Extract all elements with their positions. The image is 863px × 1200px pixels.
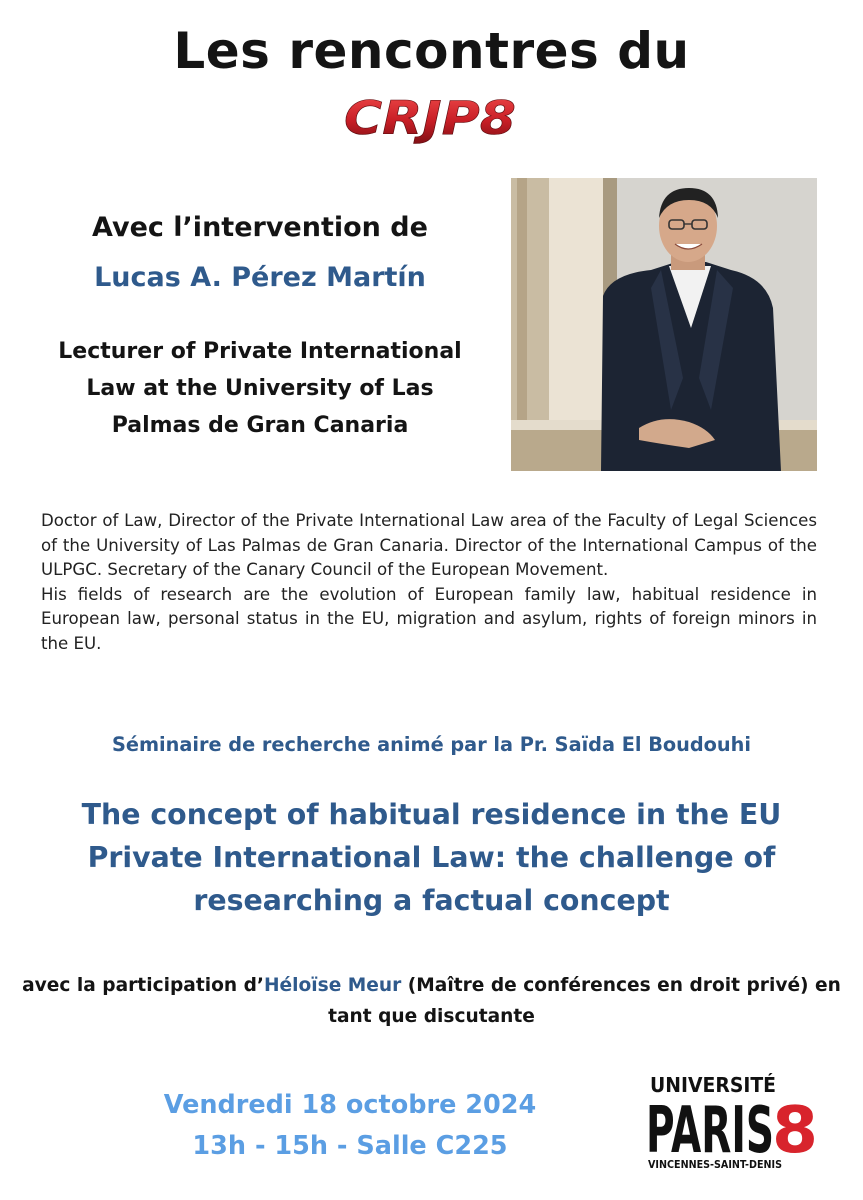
paris8-logo-main-text: PARIS	[646, 1094, 774, 1168]
seminar-moderator-line: Séminaire de recherche animé par la Pr. Saïda El Boudouhi	[111, 733, 751, 756]
paris8-logo	[642, 1072, 832, 1172]
speaker-name: Lucas A. Pérez Martín	[94, 262, 426, 293]
event-time-room: 13h - 15h - Salle C225	[192, 1131, 508, 1161]
bio-paragraph-2: His fields of research are the evolution of European family law, habitual residence in European law, personal status in the EU, migration and asylum, rights of foreign minors in the EU.	[41, 584, 817, 653]
speaker-bio	[41, 509, 817, 657]
discussant-name: Héloïse Meur	[263, 975, 402, 996]
intro-label: Avec l’intervention de	[92, 212, 428, 243]
participation-prefix: avec la participation d’	[22, 975, 264, 996]
bio-paragraph-1: Doctor of Law, Director of the Private International Law area of the Faculty of Legal Sciences of the University of Las Palmas de Gran Canaria. Director of the International Campus of the ULPGC. Secretary of the Canary Council of the European Movement.	[41, 511, 817, 580]
paris8-logo-top-text: UNIVERSITÉ	[650, 1073, 776, 1097]
speaker-role: Lecturer of Private International Law at the University of Las Palmas de Gran Canaria	[58, 339, 462, 438]
paris8-logo-numeral: 8	[772, 1094, 818, 1168]
event-details	[130, 1085, 570, 1167]
crjp8-logo	[340, 90, 520, 144]
crjp8-logo-text: CRJP8	[344, 91, 516, 144]
participation-line	[20, 970, 843, 1032]
page-title: Les rencontres du	[173, 22, 690, 80]
participation-suffix: (Maître de conférences en droit privé) en tant que discutante	[328, 975, 841, 1027]
speaker-photo	[511, 178, 817, 471]
talk-title: The concept of habitual residence in the EU Private International Law: the challenge of researching a factual concept	[81, 798, 782, 917]
event-date: Vendredi 18 octobre 2024	[163, 1090, 537, 1120]
paris8-logo-bottom-text: VINCENNES-SAINT-DENIS	[648, 1158, 783, 1171]
